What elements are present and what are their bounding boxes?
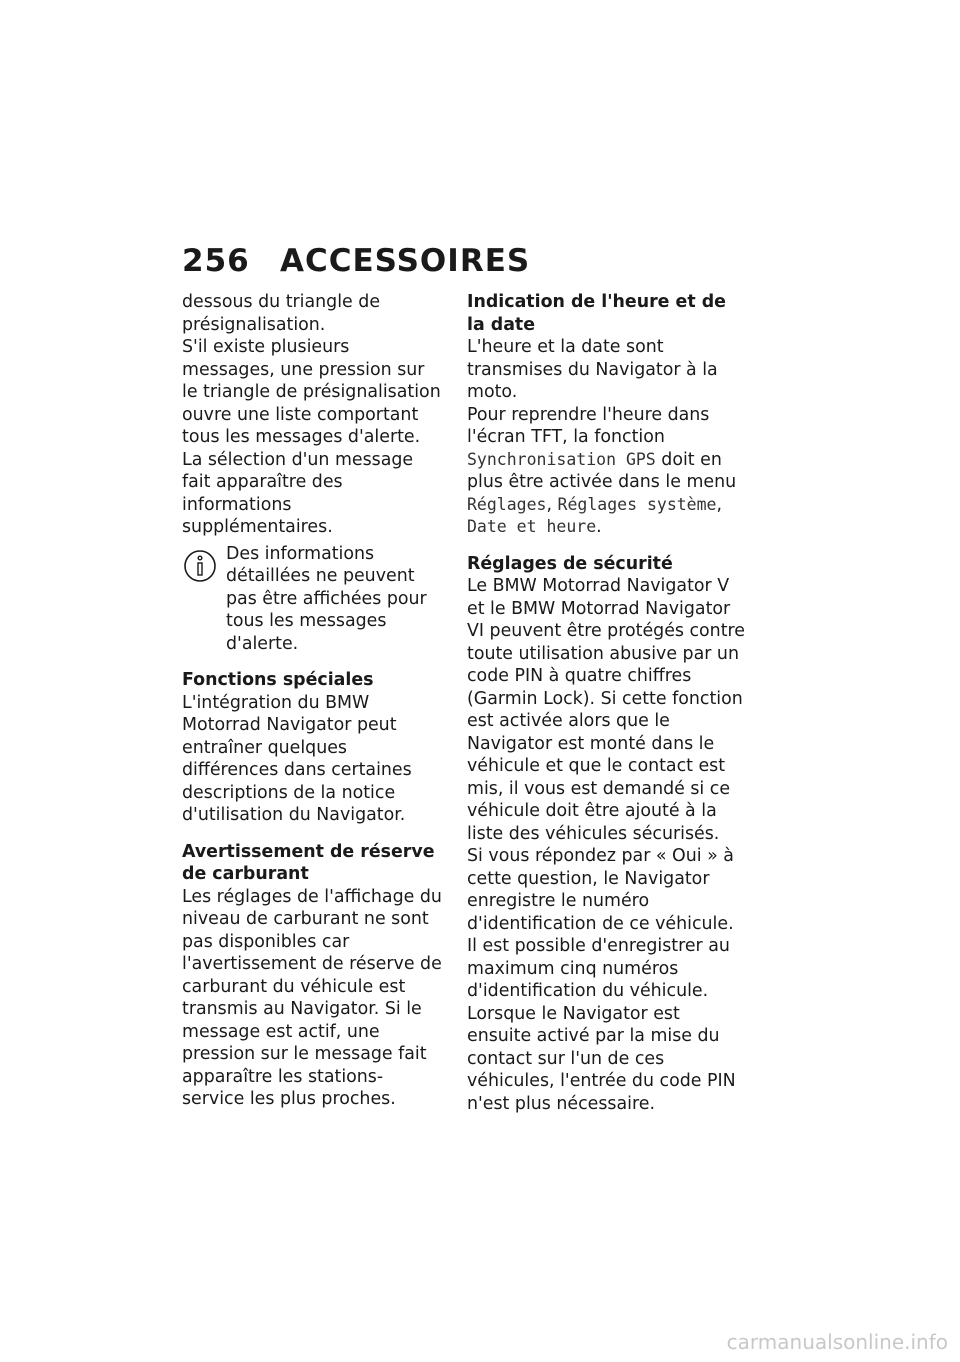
- watermark: carmanualsonline.info: [726, 1330, 948, 1354]
- section-heading: Avertissement de réserve de carburant: [182, 841, 435, 884]
- paragraph: Pour reprendre l'heure dans l'écran TFT, la fonction Synchronisation GPS doit en plus être activée dans le menu Réglages, Réglages système, Date et heure.: [467, 404, 737, 537]
- info-note: [182, 543, 444, 656]
- info-icon: [182, 547, 220, 585]
- right-column: [467, 291, 745, 1115]
- menu-term: Date et heure: [467, 517, 597, 536]
- paragraph: Lorsque le Navigator est ensuite activé par la mise du contact sur l'un de ces véhicules, l'entrée du code PIN n'est plus nécessaire.: [467, 1003, 736, 1114]
- section-heading: Indication de l'heure et de la date: [467, 292, 726, 335]
- paragraph: Si vous répondez par « Oui » à cette question, le Navigator enregistre le numéro d'identification de ce véhicule.: [467, 846, 734, 934]
- menu-term: Réglages: [467, 494, 547, 514]
- paragraph: S'il existe plusieurs messages, une pression sur le triangle de présignalisation ouvre une liste comportant tous les messages d'alerte.: [182, 337, 441, 447]
- page-header: [182, 244, 530, 278]
- section-title: ACCESSOIRES: [280, 243, 531, 279]
- paragraph: La sélection d'un message fait apparaître des informations supplémentaires.: [182, 449, 414, 537]
- menu-term: Réglages système: [557, 494, 717, 514]
- paragraph: dessous du triangle de présignalisation.: [182, 292, 381, 335]
- paragraph: L'intégration du BMW Motorrad Navigator peut entraîner quelques différences dans certaines descriptions de la notice d'utilisation du Navigator.: [182, 692, 412, 825]
- paragraph: Les réglages de l'affichage du niveau de carburant ne sont pas disponibles car l'avertissement de réserve de carburant du véhicule est transmis au Navigator. Si le message est actif, une pression sur le message fait apparaître les stations-service les plus proches.: [182, 886, 442, 1109]
- paragraph: L'heure et la date sont transmises du Navigator à la moto.: [467, 337, 718, 402]
- menu-term: Synchronisation GPS: [467, 449, 656, 469]
- section-heading: Fonctions spéciales: [182, 670, 374, 690]
- section-heading: Réglages de sécurité: [467, 553, 673, 574]
- paragraph: Le BMW Motorrad Navigator V et le BMW Motorrad Navigator VI peuvent être protégés contre toute utilisation abusive par un code PIN à quatre chiffres (Garmin Lock). Si cette fonction est activée alors que le Navigator est monté dans le véhicule et que le contact est mis, il vous est demandé si ce véhicule doit être ajouté à la liste des véhicules sécurisés.: [467, 576, 745, 844]
- page-number: 256: [182, 243, 250, 279]
- left-column: [182, 291, 444, 1111]
- paragraph: Il est possible d'enregistrer au maximum cinq numéros d'identification du véhicule.: [467, 936, 730, 1001]
- note-text: Des informations détaillées ne peuvent pas être affichées pour tous les messages d'alerte.: [226, 543, 427, 654]
